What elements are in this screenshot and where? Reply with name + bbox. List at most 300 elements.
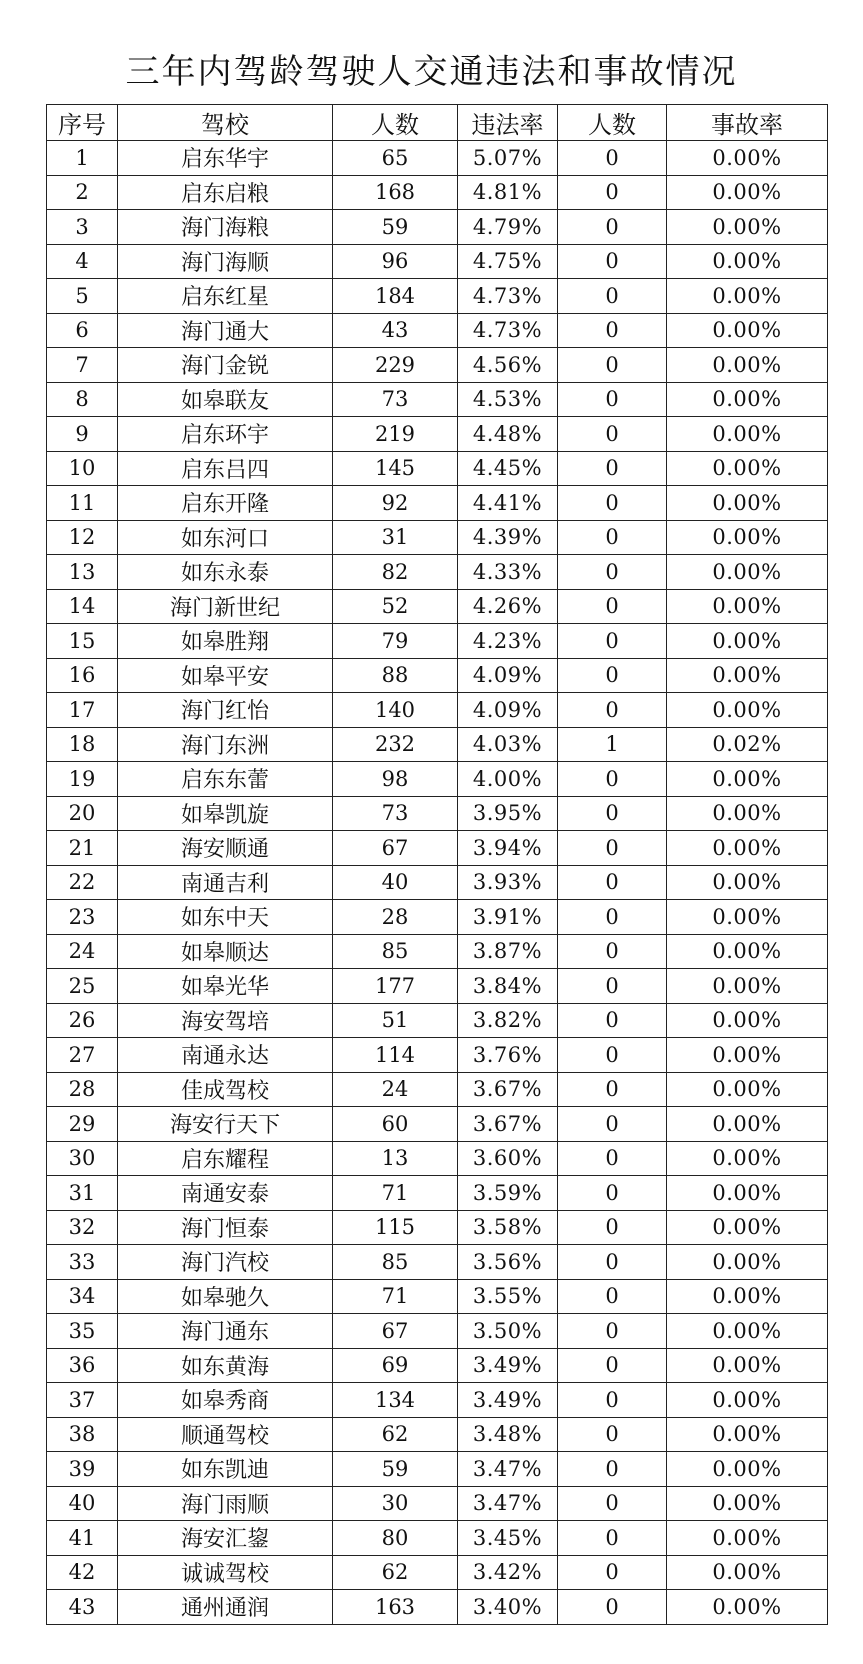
cell-violation-rate: 3.58% xyxy=(458,1210,558,1245)
table-row xyxy=(47,934,828,969)
cell-accident-rate: 0.00% xyxy=(667,313,828,348)
cell-accident-count: 0 xyxy=(558,1452,667,1487)
cell-violation-rate: 4.26% xyxy=(458,589,558,624)
cell-school: 海安行天下 xyxy=(118,1107,333,1142)
cell-accident-count: 0 xyxy=(558,1486,667,1521)
cell-accident-rate: 0.00% xyxy=(667,1141,828,1176)
cell-count: 88 xyxy=(333,658,458,693)
cell-accident-count: 0 xyxy=(558,589,667,624)
cell-school: 南通安泰 xyxy=(118,1176,333,1211)
cell-index: 34 xyxy=(47,1279,118,1314)
cell-accident-rate: 0.00% xyxy=(667,658,828,693)
cell-accident-count: 0 xyxy=(558,1210,667,1245)
cell-accident-rate: 0.00% xyxy=(667,1210,828,1245)
cell-violation-rate: 4.41% xyxy=(458,486,558,521)
cell-violation-rate: 3.87% xyxy=(458,934,558,969)
cell-school: 海门海顺 xyxy=(118,244,333,279)
cell-accident-rate: 0.00% xyxy=(667,589,828,624)
table-row xyxy=(47,865,828,900)
cell-school: 如东黄海 xyxy=(118,1348,333,1383)
cell-violation-rate: 4.33% xyxy=(458,555,558,590)
cell-school: 海门恒泰 xyxy=(118,1210,333,1245)
cell-violation-rate: 3.82% xyxy=(458,1003,558,1038)
cell-accident-rate: 0.00% xyxy=(667,900,828,935)
cell-school: 海门金锐 xyxy=(118,348,333,383)
cell-count: 24 xyxy=(333,1072,458,1107)
cell-accident-rate: 0.00% xyxy=(667,1486,828,1521)
cell-violation-rate: 3.48% xyxy=(458,1417,558,1452)
cell-accident-count: 0 xyxy=(558,313,667,348)
cell-accident-rate: 0.00% xyxy=(667,348,828,383)
cell-school: 如皋凯旋 xyxy=(118,796,333,831)
cell-count: 134 xyxy=(333,1383,458,1418)
cell-accident-count: 0 xyxy=(558,520,667,555)
cell-school: 海安汇鋆 xyxy=(118,1521,333,1556)
cell-violation-rate: 4.23% xyxy=(458,624,558,659)
cell-index: 29 xyxy=(47,1107,118,1142)
cell-accident-rate: 0.00% xyxy=(667,210,828,245)
cell-school: 海门雨顺 xyxy=(118,1486,333,1521)
cell-violation-rate: 3.67% xyxy=(458,1107,558,1142)
cell-index: 39 xyxy=(47,1452,118,1487)
cell-index: 41 xyxy=(47,1521,118,1556)
cell-count: 168 xyxy=(333,175,458,210)
cell-index: 14 xyxy=(47,589,118,624)
cell-accident-rate: 0.00% xyxy=(667,1452,828,1487)
cell-accident-count: 0 xyxy=(558,900,667,935)
cell-count: 71 xyxy=(333,1176,458,1211)
cell-accident-rate: 0.00% xyxy=(667,1038,828,1073)
cell-accident-rate: 0.00% xyxy=(667,451,828,486)
cell-violation-rate: 3.47% xyxy=(458,1486,558,1521)
cell-count: 30 xyxy=(333,1486,458,1521)
cell-violation-rate: 3.50% xyxy=(458,1314,558,1349)
cell-accident-rate: 0.00% xyxy=(667,555,828,590)
cell-accident-count: 0 xyxy=(558,555,667,590)
cell-school: 启东环宇 xyxy=(118,417,333,452)
cell-violation-rate: 3.60% xyxy=(458,1141,558,1176)
cell-violation-rate: 3.56% xyxy=(458,1245,558,1280)
cell-school: 海门通大 xyxy=(118,313,333,348)
cell-violation-rate: 4.73% xyxy=(458,279,558,314)
cell-count: 177 xyxy=(333,969,458,1004)
table-row xyxy=(47,1038,828,1073)
cell-accident-rate: 0.00% xyxy=(667,1555,828,1590)
table-row xyxy=(47,451,828,486)
cell-accident-count: 0 xyxy=(558,762,667,797)
cell-accident-count: 0 xyxy=(558,865,667,900)
cell-index: 25 xyxy=(47,969,118,1004)
cell-violation-rate: 3.93% xyxy=(458,865,558,900)
table-row xyxy=(47,555,828,590)
cell-index: 36 xyxy=(47,1348,118,1383)
cell-accident-count: 0 xyxy=(558,934,667,969)
cell-accident-rate: 0.00% xyxy=(667,865,828,900)
cell-school: 启东东蕾 xyxy=(118,762,333,797)
cell-count: 115 xyxy=(333,1210,458,1245)
cell-violation-rate: 3.94% xyxy=(458,831,558,866)
table-row xyxy=(47,244,828,279)
cell-violation-rate: 3.76% xyxy=(458,1038,558,1073)
table-row xyxy=(47,693,828,728)
table-row xyxy=(47,900,828,935)
cell-school: 海门红怡 xyxy=(118,693,333,728)
table-row xyxy=(47,279,828,314)
cell-accident-rate: 0.00% xyxy=(667,244,828,279)
cell-count: 71 xyxy=(333,1279,458,1314)
cell-school: 如皋顺达 xyxy=(118,934,333,969)
document-title: 三年内驾龄驾驶人交通违法和事故情况 xyxy=(125,52,738,92)
cell-school: 如皋光华 xyxy=(118,969,333,1004)
cell-accident-count: 0 xyxy=(558,244,667,279)
cell-count: 82 xyxy=(333,555,458,590)
cell-accident-count: 0 xyxy=(558,658,667,693)
cell-accident-count: 0 xyxy=(558,831,667,866)
table-row xyxy=(47,348,828,383)
cell-school: 启东开隆 xyxy=(118,486,333,521)
table-body xyxy=(47,141,828,1625)
cell-school: 如东永泰 xyxy=(118,555,333,590)
cell-school: 如东河口 xyxy=(118,520,333,555)
cell-accident-count: 0 xyxy=(558,1590,667,1625)
cell-violation-rate: 4.00% xyxy=(458,762,558,797)
cell-violation-rate: 4.81% xyxy=(458,175,558,210)
header-violation-rate: 违法率 xyxy=(458,105,558,141)
table-row xyxy=(47,175,828,210)
table-row xyxy=(47,831,828,866)
table-row xyxy=(47,313,828,348)
cell-count: 80 xyxy=(333,1521,458,1556)
cell-count: 79 xyxy=(333,624,458,659)
table-row xyxy=(47,1452,828,1487)
cell-index: 16 xyxy=(47,658,118,693)
cell-accident-count: 1 xyxy=(558,727,667,762)
cell-accident-rate: 0.00% xyxy=(667,175,828,210)
cell-index: 33 xyxy=(47,1245,118,1280)
cell-count: 73 xyxy=(333,796,458,831)
cell-school: 海门海粮 xyxy=(118,210,333,245)
cell-accident-rate: 0.00% xyxy=(667,624,828,659)
table-row xyxy=(47,969,828,1004)
cell-count: 31 xyxy=(333,520,458,555)
cell-accident-count: 0 xyxy=(558,1107,667,1142)
table-row xyxy=(47,1555,828,1590)
cell-index: 40 xyxy=(47,1486,118,1521)
table-row xyxy=(47,1141,828,1176)
cell-index: 10 xyxy=(47,451,118,486)
cell-accident-count: 0 xyxy=(558,417,667,452)
cell-accident-count: 0 xyxy=(558,1038,667,1073)
cell-count: 69 xyxy=(333,1348,458,1383)
cell-violation-rate: 4.09% xyxy=(458,658,558,693)
table-row xyxy=(47,1072,828,1107)
cell-index: 3 xyxy=(47,210,118,245)
cell-accident-count: 0 xyxy=(558,1141,667,1176)
cell-count: 28 xyxy=(333,900,458,935)
cell-accident-count: 0 xyxy=(558,693,667,728)
cell-accident-count: 0 xyxy=(558,1417,667,1452)
cell-index: 8 xyxy=(47,382,118,417)
cell-count: 60 xyxy=(333,1107,458,1142)
header-school: 驾校 xyxy=(118,105,333,141)
cell-school: 启东华宇 xyxy=(118,141,333,176)
cell-index: 30 xyxy=(47,1141,118,1176)
cell-index: 31 xyxy=(47,1176,118,1211)
table-row xyxy=(47,1383,828,1418)
table-row xyxy=(47,141,828,176)
cell-accident-count: 0 xyxy=(558,624,667,659)
cell-count: 96 xyxy=(333,244,458,279)
cell-violation-rate: 4.45% xyxy=(458,451,558,486)
table-row xyxy=(47,624,828,659)
cell-count: 62 xyxy=(333,1555,458,1590)
cell-school: 启东吕四 xyxy=(118,451,333,486)
cell-accident-rate: 0.00% xyxy=(667,934,828,969)
cell-index: 37 xyxy=(47,1383,118,1418)
cell-accident-count: 0 xyxy=(558,1314,667,1349)
cell-index: 26 xyxy=(47,1003,118,1038)
table-row xyxy=(47,796,828,831)
cell-accident-rate: 0.00% xyxy=(667,1176,828,1211)
cell-school: 佳成驾校 xyxy=(118,1072,333,1107)
cell-index: 1 xyxy=(47,141,118,176)
cell-school: 如东中天 xyxy=(118,900,333,935)
cell-accident-rate: 0.00% xyxy=(667,486,828,521)
cell-school: 如皋平安 xyxy=(118,658,333,693)
cell-count: 140 xyxy=(333,693,458,728)
cell-accident-rate: 0.00% xyxy=(667,1348,828,1383)
cell-accident-rate: 0.00% xyxy=(667,1003,828,1038)
cell-school: 海门通东 xyxy=(118,1314,333,1349)
cell-school: 如皋联友 xyxy=(118,382,333,417)
table-row xyxy=(47,1003,828,1038)
cell-accident-rate: 0.00% xyxy=(667,417,828,452)
table-row xyxy=(47,1314,828,1349)
cell-accident-count: 0 xyxy=(558,348,667,383)
table-row xyxy=(47,762,828,797)
cell-accident-rate: 0.00% xyxy=(667,520,828,555)
cell-violation-rate: 4.79% xyxy=(458,210,558,245)
cell-violation-rate: 3.91% xyxy=(458,900,558,935)
header-count: 人数 xyxy=(333,105,458,141)
table-row xyxy=(47,1590,828,1625)
cell-accident-rate: 0.00% xyxy=(667,1521,828,1556)
cell-violation-rate: 4.75% xyxy=(458,244,558,279)
cell-count: 52 xyxy=(333,589,458,624)
cell-accident-rate: 0.00% xyxy=(667,1383,828,1418)
table-row xyxy=(47,520,828,555)
cell-accident-count: 0 xyxy=(558,1555,667,1590)
cell-count: 59 xyxy=(333,1452,458,1487)
cell-accident-rate: 0.00% xyxy=(667,279,828,314)
table-row xyxy=(47,727,828,762)
cell-school: 启东红星 xyxy=(118,279,333,314)
cell-accident-count: 0 xyxy=(558,210,667,245)
cell-violation-rate: 3.47% xyxy=(458,1452,558,1487)
cell-school: 如皋驰久 xyxy=(118,1279,333,1314)
cell-accident-rate: 0.00% xyxy=(667,1072,828,1107)
cell-school: 海门新世纪 xyxy=(118,589,333,624)
cell-accident-rate: 0.00% xyxy=(667,1279,828,1314)
cell-violation-rate: 4.48% xyxy=(458,417,558,452)
cell-accident-count: 0 xyxy=(558,1348,667,1383)
cell-accident-rate: 0.00% xyxy=(667,693,828,728)
cell-count: 73 xyxy=(333,382,458,417)
cell-violation-rate: 4.73% xyxy=(458,313,558,348)
cell-index: 22 xyxy=(47,865,118,900)
cell-index: 42 xyxy=(47,1555,118,1590)
cell-school: 海安驾培 xyxy=(118,1003,333,1038)
cell-count: 51 xyxy=(333,1003,458,1038)
cell-index: 18 xyxy=(47,727,118,762)
cell-accident-rate: 0.00% xyxy=(667,831,828,866)
cell-count: 219 xyxy=(333,417,458,452)
cell-accident-count: 0 xyxy=(558,1279,667,1314)
cell-school: 如东凯迪 xyxy=(118,1452,333,1487)
cell-accident-rate: 0.00% xyxy=(667,382,828,417)
cell-violation-rate: 5.07% xyxy=(458,141,558,176)
cell-violation-rate: 4.39% xyxy=(458,520,558,555)
cell-count: 163 xyxy=(333,1590,458,1625)
cell-index: 17 xyxy=(47,693,118,728)
cell-school: 海安顺通 xyxy=(118,831,333,866)
cell-index: 19 xyxy=(47,762,118,797)
cell-accident-rate: 0.00% xyxy=(667,969,828,1004)
cell-index: 38 xyxy=(47,1417,118,1452)
cell-accident-count: 0 xyxy=(558,1383,667,1418)
cell-accident-count: 0 xyxy=(558,279,667,314)
cell-index: 5 xyxy=(47,279,118,314)
cell-violation-rate: 3.42% xyxy=(458,1555,558,1590)
cell-count: 43 xyxy=(333,313,458,348)
cell-count: 98 xyxy=(333,762,458,797)
cell-index: 32 xyxy=(47,1210,118,1245)
header-index: 序号 xyxy=(47,105,118,141)
cell-accident-rate: 0.00% xyxy=(667,1314,828,1349)
statistics-table xyxy=(46,104,828,1625)
cell-index: 11 xyxy=(47,486,118,521)
cell-violation-rate: 3.95% xyxy=(458,796,558,831)
cell-violation-rate: 3.40% xyxy=(458,1590,558,1625)
table-row xyxy=(47,1176,828,1211)
table-row xyxy=(47,658,828,693)
cell-accident-count: 0 xyxy=(558,141,667,176)
cell-count: 62 xyxy=(333,1417,458,1452)
cell-accident-count: 0 xyxy=(558,451,667,486)
table-row xyxy=(47,1279,828,1314)
cell-accident-count: 0 xyxy=(558,1176,667,1211)
table-row xyxy=(47,417,828,452)
cell-school: 顺通驾校 xyxy=(118,1417,333,1452)
cell-violation-rate: 4.53% xyxy=(458,382,558,417)
table-header-row xyxy=(47,105,828,141)
table-row xyxy=(47,589,828,624)
cell-accident-count: 0 xyxy=(558,1521,667,1556)
cell-index: 27 xyxy=(47,1038,118,1073)
cell-accident-rate: 0.00% xyxy=(667,1107,828,1142)
cell-accident-count: 0 xyxy=(558,486,667,521)
cell-count: 229 xyxy=(333,348,458,383)
table-row xyxy=(47,1417,828,1452)
cell-count: 65 xyxy=(333,141,458,176)
cell-accident-count: 0 xyxy=(558,1072,667,1107)
cell-accident-count: 0 xyxy=(558,796,667,831)
cell-count: 145 xyxy=(333,451,458,486)
cell-school: 海门汽校 xyxy=(118,1245,333,1280)
cell-school: 海门东洲 xyxy=(118,727,333,762)
table-row xyxy=(47,1107,828,1142)
table-row xyxy=(47,486,828,521)
cell-school: 南通永达 xyxy=(118,1038,333,1073)
cell-school: 诚诚驾校 xyxy=(118,1555,333,1590)
cell-accident-rate: 0.00% xyxy=(667,1245,828,1280)
table-row xyxy=(47,1210,828,1245)
cell-index: 23 xyxy=(47,900,118,935)
cell-count: 40 xyxy=(333,865,458,900)
table-row xyxy=(47,1348,828,1383)
cell-index: 4 xyxy=(47,244,118,279)
cell-accident-rate: 0.00% xyxy=(667,1590,828,1625)
cell-index: 43 xyxy=(47,1590,118,1625)
cell-violation-rate: 3.59% xyxy=(458,1176,558,1211)
cell-index: 9 xyxy=(47,417,118,452)
cell-count: 67 xyxy=(333,1314,458,1349)
cell-index: 15 xyxy=(47,624,118,659)
cell-violation-rate: 3.45% xyxy=(458,1521,558,1556)
cell-accident-rate: 0.00% xyxy=(667,796,828,831)
cell-school: 如皋秀商 xyxy=(118,1383,333,1418)
cell-violation-rate: 3.84% xyxy=(458,969,558,1004)
table-row xyxy=(47,1521,828,1556)
cell-index: 21 xyxy=(47,831,118,866)
cell-accident-rate: 0.00% xyxy=(667,141,828,176)
cell-violation-rate: 3.49% xyxy=(458,1383,558,1418)
cell-school: 通州通润 xyxy=(118,1590,333,1625)
cell-violation-rate: 3.49% xyxy=(458,1348,558,1383)
cell-count: 85 xyxy=(333,934,458,969)
cell-accident-rate: 0.00% xyxy=(667,1417,828,1452)
cell-index: 13 xyxy=(47,555,118,590)
cell-school: 南通吉利 xyxy=(118,865,333,900)
cell-accident-count: 0 xyxy=(558,382,667,417)
cell-index: 35 xyxy=(47,1314,118,1349)
cell-accident-count: 0 xyxy=(558,1003,667,1038)
cell-school: 启东启粮 xyxy=(118,175,333,210)
cell-accident-count: 0 xyxy=(558,1245,667,1280)
table-row xyxy=(47,382,828,417)
cell-index: 2 xyxy=(47,175,118,210)
cell-count: 184 xyxy=(333,279,458,314)
cell-index: 28 xyxy=(47,1072,118,1107)
header-accident-rate: 事故率 xyxy=(667,105,828,141)
table-row xyxy=(47,1486,828,1521)
cell-accident-rate: 0.02% xyxy=(667,727,828,762)
table-row xyxy=(47,210,828,245)
cell-index: 6 xyxy=(47,313,118,348)
cell-school: 启东耀程 xyxy=(118,1141,333,1176)
cell-index: 24 xyxy=(47,934,118,969)
cell-index: 20 xyxy=(47,796,118,831)
cell-count: 67 xyxy=(333,831,458,866)
cell-count: 13 xyxy=(333,1141,458,1176)
cell-violation-rate: 3.55% xyxy=(458,1279,558,1314)
cell-count: 92 xyxy=(333,486,458,521)
cell-count: 232 xyxy=(333,727,458,762)
cell-accident-count: 0 xyxy=(558,969,667,1004)
cell-violation-rate: 4.09% xyxy=(458,693,558,728)
header-accident-count: 人数 xyxy=(558,105,667,141)
cell-school: 如皋胜翔 xyxy=(118,624,333,659)
